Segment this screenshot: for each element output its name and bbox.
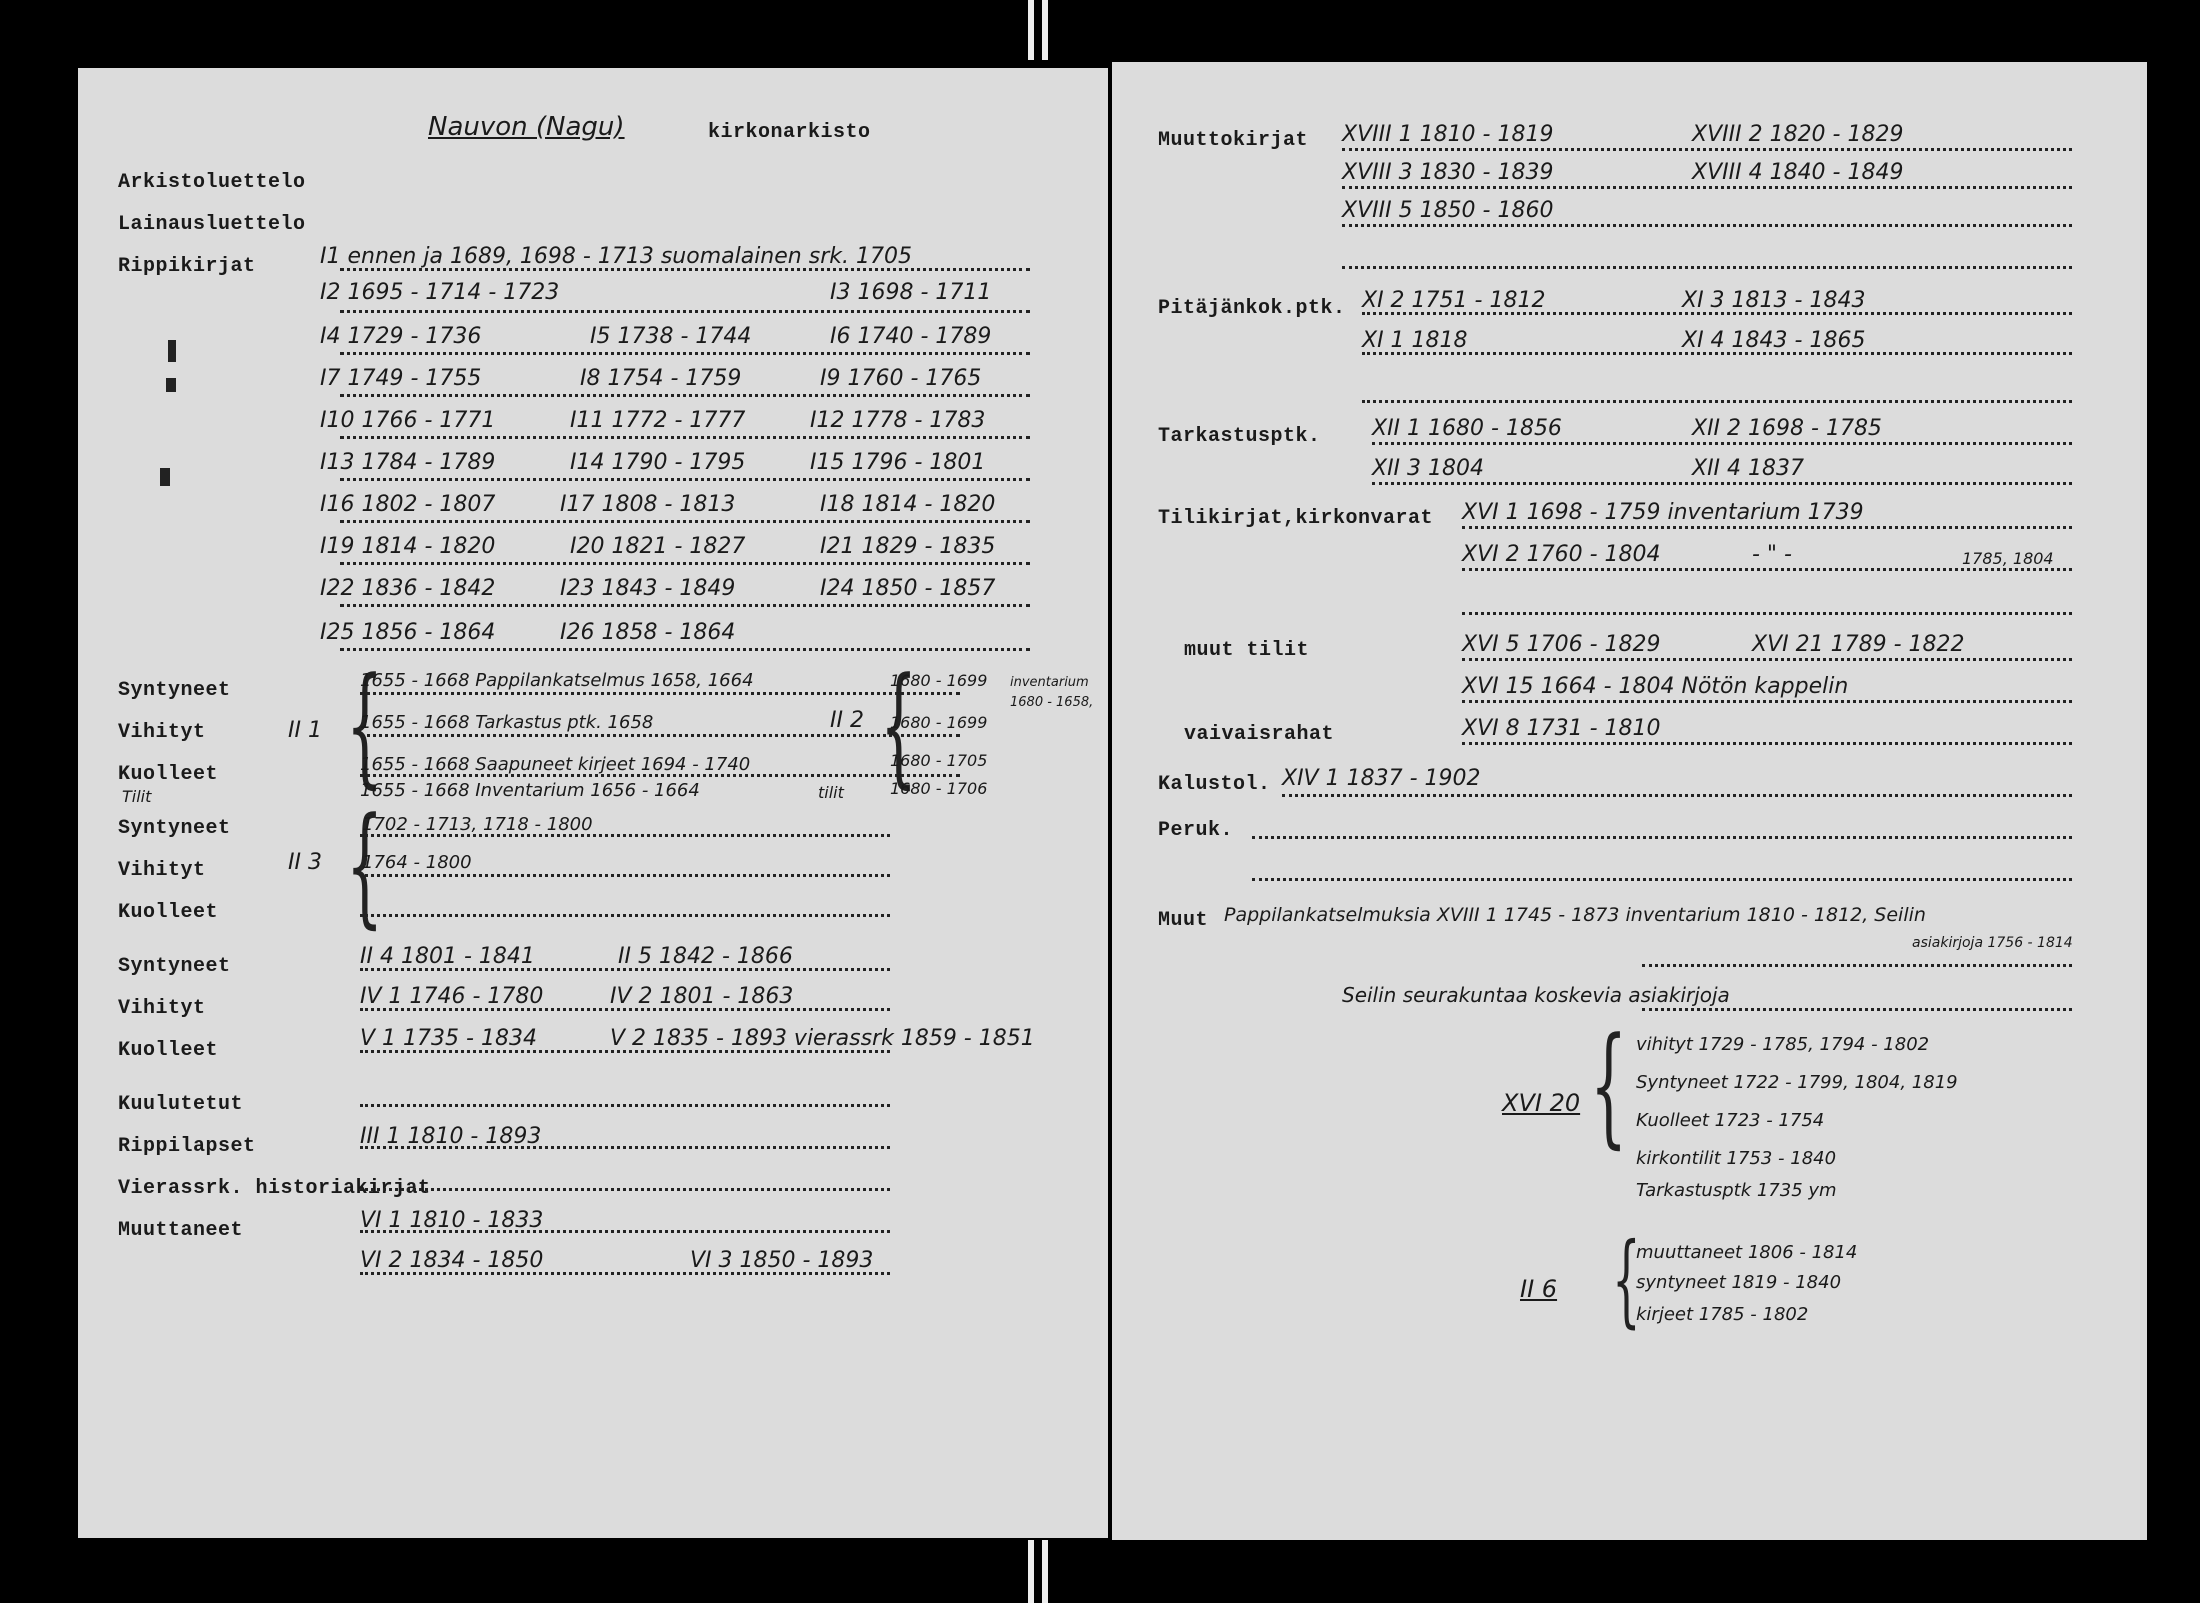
- muut-tilit-entry: XVI 15 1664 - 1804 Nötön kappelin: [1462, 674, 1849, 699]
- muuttaneet-entry: VI 1 1810 - 1833: [360, 1208, 544, 1233]
- rippikirja-entry: I7 1749 - 1755: [320, 366, 482, 391]
- ii1-row: 1655 - 1668 Saapuneet kirjeet 1694 - 1740: [360, 754, 751, 775]
- muuttaneet-entry: VI 3 1850 - 1893: [690, 1248, 874, 1273]
- kalustol-entry: XIV 1 1837 - 1902: [1282, 766, 1481, 791]
- volume-ii1: II 1: [288, 718, 322, 743]
- inventarium-note: inventarium: [1010, 675, 1089, 690]
- label-muuttaneet: Muuttaneet: [118, 1219, 244, 1242]
- rippikirja-entry: I6 1740 - 1789: [830, 324, 992, 349]
- ii6-row: syntyneet 1819 - 1840: [1636, 1272, 1842, 1293]
- dotted-line: [360, 914, 890, 917]
- left-page: [78, 68, 1108, 1538]
- rippikirja-entry: I15 1796 - 1801: [810, 450, 986, 475]
- dotted-line: [1252, 878, 2072, 881]
- dotted-line: [1342, 148, 2072, 151]
- xvi20-row: kirkontilit 1753 - 1840: [1636, 1148, 1837, 1169]
- rippikirja-entry: I26 1858 - 1864: [560, 620, 736, 645]
- pitajan-entry: XI 1 1818: [1362, 328, 1468, 353]
- volume-ii3: II 3: [288, 850, 322, 875]
- ii1-tilit: tilit: [818, 783, 844, 802]
- label-lainausluettelo: Lainausluettelo: [118, 213, 306, 236]
- brace: {: [1612, 1221, 1641, 1338]
- pitajan-entry: XI 4 1843 - 1865: [1682, 328, 1866, 353]
- brace: {: [1590, 1009, 1628, 1161]
- ii2-row: 1680 - 1705: [890, 751, 988, 770]
- rippikirja-entry: I21 1829 - 1835: [820, 534, 996, 559]
- label-kuolleet: Kuolleet: [118, 763, 219, 786]
- binding-strip: [1042, 0, 1048, 60]
- label-arkistoluettelo: Arkistoluettelo: [118, 171, 306, 194]
- pitajan-entry: XI 2 1751 - 1812: [1362, 288, 1546, 313]
- ii6-row: muuttaneet 1806 - 1814: [1636, 1242, 1858, 1263]
- rippikirja-entry: I22 1836 - 1842: [320, 576, 496, 601]
- dotted-line: [360, 774, 960, 777]
- tarkastus-entry: XII 4 1837: [1692, 456, 1805, 481]
- dotted-line: [360, 734, 960, 737]
- rippikirja-entry: I19 1814 - 1820: [320, 534, 496, 559]
- dotted-line: [360, 874, 890, 877]
- muuttokirja-entry: XVIII 4 1840 - 1849: [1692, 160, 1904, 185]
- volume-ii6: II 6: [1520, 1275, 1558, 1303]
- label-vaivaisrahat: vaivaisrahat: [1184, 723, 1335, 746]
- rippikirja-entry: I11 1772 - 1777: [570, 408, 746, 433]
- ii1-row: 1655 - 1668 Inventarium 1656 - 1664: [360, 780, 700, 801]
- rippikirja-entry: I18 1814 - 1820: [820, 492, 996, 517]
- dotted-line: [1282, 794, 2072, 797]
- rippikirja-entry: I5 1738 - 1744: [590, 324, 752, 349]
- ii3-row: 1702 - 1713, 1718 - 1800: [362, 814, 593, 835]
- label-vihityt: Vihityt: [118, 721, 206, 744]
- rippikirja-entry: I9 1760 - 1765: [820, 366, 982, 391]
- rippikirja-entry: I24 1850 - 1857: [820, 576, 996, 601]
- rippikirja-entry: I1 ennen ja 1689, 1698 - 1713 suomalainen srk. 1705: [320, 244, 912, 269]
- dotted-line: [1642, 1008, 2072, 1011]
- label-syntyneet: Syntyneet: [118, 955, 231, 978]
- dotted-line: [1372, 482, 2072, 485]
- rippikirja-entry: I13 1784 - 1789: [320, 450, 496, 475]
- dotted-line: [1462, 568, 2072, 571]
- dotted-line: [360, 1188, 890, 1191]
- dotted-line: [360, 834, 890, 837]
- label-syntyneet: Syntyneet: [118, 679, 231, 702]
- archive-title: Nauvon (Nagu): [428, 112, 625, 142]
- label-tarkastus: Tarkastusptk.: [1158, 425, 1321, 448]
- tilikirja-entry: - " -: [1752, 542, 1792, 567]
- dotted-line: [1462, 526, 2072, 529]
- tilikirja-entry: XVI 1 1698 - 1759 inventarium 1739: [1462, 500, 1864, 525]
- dotted-line: [1362, 312, 2072, 315]
- dotted-line: [360, 1146, 890, 1149]
- dotted-line: [340, 394, 1030, 397]
- muut-entry: Pappilankatselmuksia XVIII 1 1745 - 1873 inventarium 1810 - 1812, Seilin: [1224, 904, 1926, 926]
- tarkastus-entry: XII 2 1698 - 1785: [1692, 416, 1882, 441]
- dotted-line: [340, 436, 1030, 439]
- label-vihityt: Vihityt: [118, 997, 206, 1020]
- label-rippilapset: Rippilapset: [118, 1135, 256, 1158]
- section3-entry: IV 1 1746 - 1780: [360, 984, 544, 1009]
- muuttokirja-entry: XVIII 1 1810 - 1819: [1342, 122, 1554, 147]
- rippikirja-entry: I20 1821 - 1827: [570, 534, 746, 559]
- dotted-line: [360, 968, 890, 971]
- dotted-line: [1342, 224, 2072, 227]
- rippikirja-entry: I17 1808 - 1813: [560, 492, 736, 517]
- dotted-line: [1642, 964, 2072, 967]
- brace: {: [880, 649, 918, 801]
- section3-entry: V 1 1735 - 1834: [360, 1026, 537, 1051]
- tilikirja-entry: 1785, 1804: [1962, 549, 2054, 568]
- label-vierassrk: Vierassrk. historiakirjat: [118, 1177, 431, 1200]
- section3-entry: II 4 1801 - 1841: [360, 944, 535, 969]
- rippikirja-entry: I4 1729 - 1736: [320, 324, 482, 349]
- dotted-line: [360, 1008, 890, 1011]
- binding-strip: [1028, 0, 1034, 60]
- label-rippikirjat: Rippikirjat: [118, 255, 256, 278]
- rippikirja-entry: I16 1802 - 1807: [320, 492, 496, 517]
- label-muuttokirjat: Muuttokirjat: [1158, 129, 1309, 152]
- margin-mark: [160, 468, 170, 486]
- muuttokirja-entry: XVIII 3 1830 - 1839: [1342, 160, 1554, 185]
- label-syntyneet: Syntyneet: [118, 817, 231, 840]
- dotted-line: [360, 1272, 890, 1275]
- label-kuolleet: Kuolleet: [118, 1039, 219, 1062]
- dotted-line: [360, 692, 960, 695]
- dotted-line: [1462, 658, 2072, 661]
- dotted-line: [1462, 700, 2072, 703]
- muuttokirja-entry: XVIII 5 1850 - 1860: [1342, 198, 1554, 223]
- volume-xvi20: XVI 20: [1502, 1089, 1581, 1117]
- rippikirja-entry: I25 1856 - 1864: [320, 620, 496, 645]
- dotted-line: [340, 310, 1030, 313]
- tarkastus-entry: XII 1 1680 - 1856: [1372, 416, 1562, 441]
- dotted-line: [1362, 352, 2072, 355]
- muut-tilit-entry: XVI 5 1706 - 1829: [1462, 632, 1661, 657]
- seili-heading: Seilin seurakuntaa koskevia asiakirjoja: [1342, 983, 1730, 1007]
- dotted-line: [340, 352, 1030, 355]
- volume-ii2: II 2: [830, 708, 864, 733]
- dotted-line: [1462, 742, 2072, 745]
- muuttokirja-entry: XVIII 2 1820 - 1829: [1692, 122, 1904, 147]
- rippikirja-entry: I10 1766 - 1771: [320, 408, 496, 433]
- rippikirja-entry: I3 1698 - 1711: [830, 280, 992, 305]
- label-vihityt: Vihityt: [118, 859, 206, 882]
- ii6-row: kirjeet 1785 - 1802: [1636, 1304, 1809, 1325]
- dotted-line: [360, 1230, 890, 1233]
- rippilapset-entry: III 1 1810 - 1893: [360, 1124, 542, 1149]
- ii3-row: 1764 - 1800: [362, 852, 472, 873]
- label-muut: Muut: [1158, 909, 1209, 932]
- section3-entry: IV 2 1801 - 1863: [610, 984, 794, 1009]
- ii1-row: 1655 - 1668 Pappilankatselmus 1658, 1664: [360, 670, 754, 691]
- right-page: [1112, 62, 2147, 1540]
- binding-strip: [1028, 1540, 1034, 1603]
- label-kuolleet: Kuolleet: [118, 901, 219, 924]
- section3-entry: II 5 1842 - 1866: [618, 944, 793, 969]
- inventarium-note: 1680 - 1658,: [1010, 695, 1094, 710]
- dotted-line: [360, 1104, 890, 1107]
- dotted-line: [340, 478, 1030, 481]
- ii1-row: 1655 - 1668 Tarkastus ptk. 1658: [360, 712, 654, 733]
- dotted-line: [340, 604, 1030, 607]
- rippikirja-entry: I8 1754 - 1759: [580, 366, 742, 391]
- label-pitajankokous: Pitäjänkok.ptk.: [1158, 297, 1346, 320]
- muuttaneet-entry: VI 2 1834 - 1850: [360, 1248, 544, 1273]
- muut-tilit-entry: XVI 21 1789 - 1822: [1752, 632, 1965, 657]
- margin-mark: [166, 378, 176, 392]
- dotted-line: [1462, 612, 2072, 615]
- dotted-line: [340, 562, 1030, 565]
- vaivaisrahat-entry: XVI 8 1731 - 1810: [1462, 716, 1661, 741]
- dotted-line: [1362, 400, 2072, 403]
- xvi20-row: vihityt 1729 - 1785, 1794 - 1802: [1636, 1034, 1930, 1055]
- dotted-line: [1252, 836, 2072, 839]
- brace: {: [346, 789, 384, 941]
- ii2-row: 1680 - 1699: [890, 713, 988, 732]
- brace: {: [346, 649, 384, 801]
- dotted-line: [1342, 266, 2072, 269]
- label-tilit: Tilit: [122, 787, 152, 806]
- rippikirja-entry: I23 1843 - 1849: [560, 576, 736, 601]
- xvi20-row: Tarkastusptk 1735 ym: [1636, 1180, 1837, 1201]
- dotted-line: [340, 648, 1030, 651]
- xvi20-row: Syntyneet 1722 - 1799, 1804, 1819: [1636, 1072, 1958, 1093]
- section3-entry: V 2 1835 - 1893 vierassrk 1859 - 1851: [610, 1026, 1035, 1051]
- label-peruk: Peruk.: [1158, 819, 1234, 842]
- tarkastus-entry: XII 3 1804: [1372, 456, 1485, 481]
- label-tilikirjat: Tilikirjat,kirkonvarat: [1158, 507, 1434, 530]
- dotted-line: [340, 268, 1030, 271]
- muut-entry-cont: asiakirjoja 1756 - 1814: [1912, 935, 2073, 951]
- pitajan-entry: XI 3 1813 - 1843: [1682, 288, 1866, 313]
- label-kuulutetut: Kuulutetut: [118, 1093, 244, 1116]
- label-kalustol: Kalustol.: [1158, 773, 1271, 796]
- ii2-row: 1680 - 1699: [890, 671, 988, 690]
- binding-strip: [1042, 1540, 1048, 1603]
- dotted-line: [360, 1050, 890, 1053]
- label-muut-tilit: muut tilit: [1184, 639, 1310, 662]
- dotted-line: [1342, 186, 2072, 189]
- tilikirja-entry: XVI 2 1760 - 1804: [1462, 542, 1661, 567]
- margin-mark: [168, 340, 176, 362]
- rippikirja-entry: I2 1695 - 1714 - 1723: [320, 280, 560, 305]
- rippikirja-entry: I12 1778 - 1783: [810, 408, 986, 433]
- rippikirja-entry: I14 1790 - 1795: [570, 450, 746, 475]
- dotted-line: [340, 520, 1030, 523]
- archive-title-suffix: kirkonarkisto: [708, 121, 871, 144]
- dotted-line: [1372, 442, 2072, 445]
- xvi20-row: Kuolleet 1723 - 1754: [1636, 1110, 1825, 1131]
- ii2-row: 1680 - 1706: [890, 779, 988, 798]
